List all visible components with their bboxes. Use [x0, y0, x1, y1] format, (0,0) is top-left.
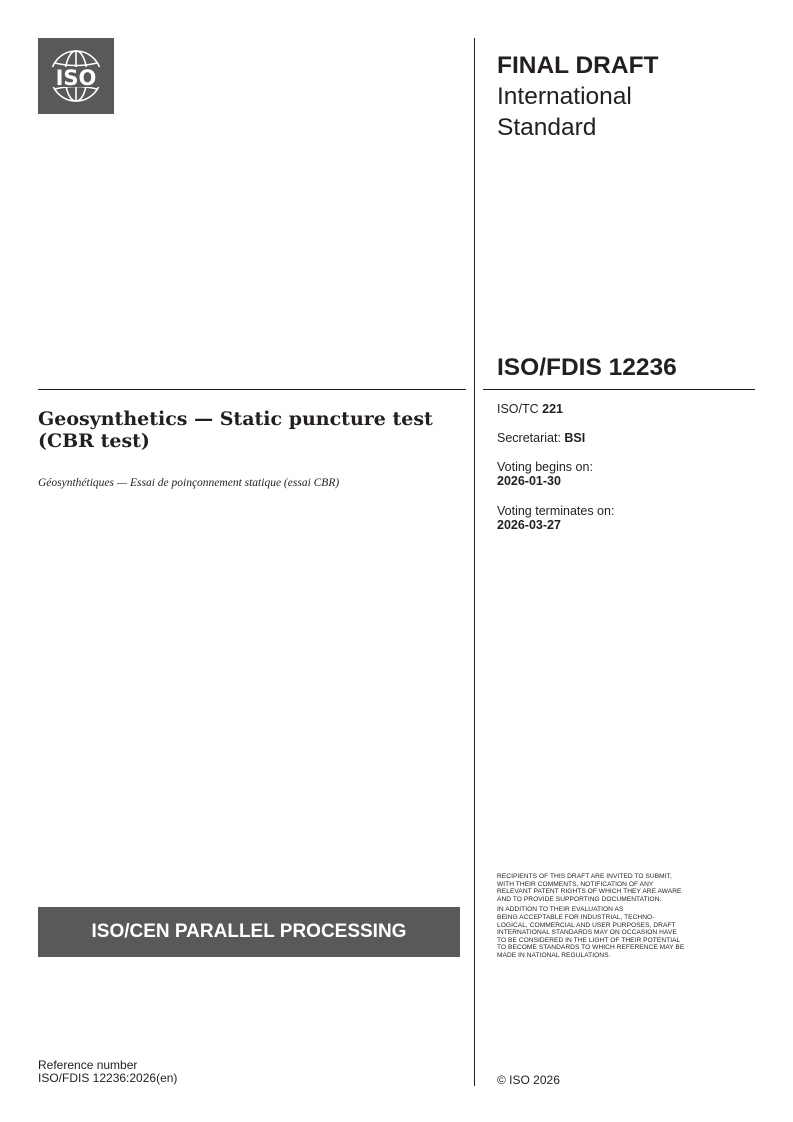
reference-number-value: ISO/FDIS 12236:2026(en)	[38, 1070, 178, 1085]
parallel-processing-banner: ISO/CEN PARALLEL PROCESSING	[38, 907, 460, 957]
status-line-standard: Standard	[497, 114, 597, 141]
recipients-notice	[497, 873, 757, 963]
voting-begins-label: Voting begins on:	[497, 460, 593, 474]
voting-terminates	[497, 505, 614, 532]
notice-paragraph-1: RECIPIENTS OF THIS DRAFT ARE INVITED TO SUBMIT, WITH THEIR COMMENTS, NOTIFICATION OF ANY RELEVANT PATENT RIGHTS OF WHICH THEY ARE AWARE AND TO PROVIDE SUPPORTING DOCUMENTATION.	[497, 873, 682, 903]
secretariat-label: Secretariat:	[497, 431, 565, 445]
voting-begins	[497, 461, 593, 488]
status-line-final-draft: FINAL DRAFT	[497, 52, 659, 79]
tc-label: ISO/TC	[497, 402, 543, 416]
copyright: © ISO 2026	[497, 1073, 560, 1087]
secretariat	[497, 432, 585, 446]
voting-terminates-date: 2026-03-27	[497, 517, 561, 532]
secretariat-value: BSI	[564, 431, 586, 445]
document-title-french: Géosynthétiques — Essai de poinçonnement statique (essai CBR)	[38, 477, 340, 489]
document-reference: ISO/FDIS 12236	[497, 354, 677, 381]
column-divider	[474, 38, 475, 1086]
status-line-international: International	[497, 83, 632, 110]
notice-paragraph-2: IN ADDITION TO THEIR EVALUATION AS BEING ACCEPTABLE FOR INDUSTRIAL, TECHNO- LOGICAL, COMMERCIAL AND USER PURPOSES, DRAFT INTERNATIONAL STANDARDS MAY ON OCCASION HAVE TO BE CONSIDERED IN THE LIGHT OF THEIR POTENTIAL TO BECOME STANDARDS TO WHICH REFERENCE MAY BE MADE IN NATIONAL REGULATIONS.	[497, 906, 685, 959]
reference-number-label: Reference number	[38, 1058, 138, 1072]
document-title: Geosynthetics — Static puncture test (CBR test)	[38, 408, 433, 452]
voting-terminates-label: Voting terminates on:	[497, 504, 615, 518]
reference-number	[38, 1059, 177, 1084]
globe-icon	[38, 38, 114, 114]
voting-begins-date: 2026-01-30	[497, 473, 561, 488]
logo-text: ISO	[55, 66, 97, 90]
reference-rule	[483, 389, 755, 390]
tc-value: 221	[542, 402, 564, 416]
iso-logo	[38, 38, 114, 114]
document-status	[497, 50, 659, 143]
technical-committee	[497, 403, 563, 417]
title-rule	[38, 389, 466, 390]
